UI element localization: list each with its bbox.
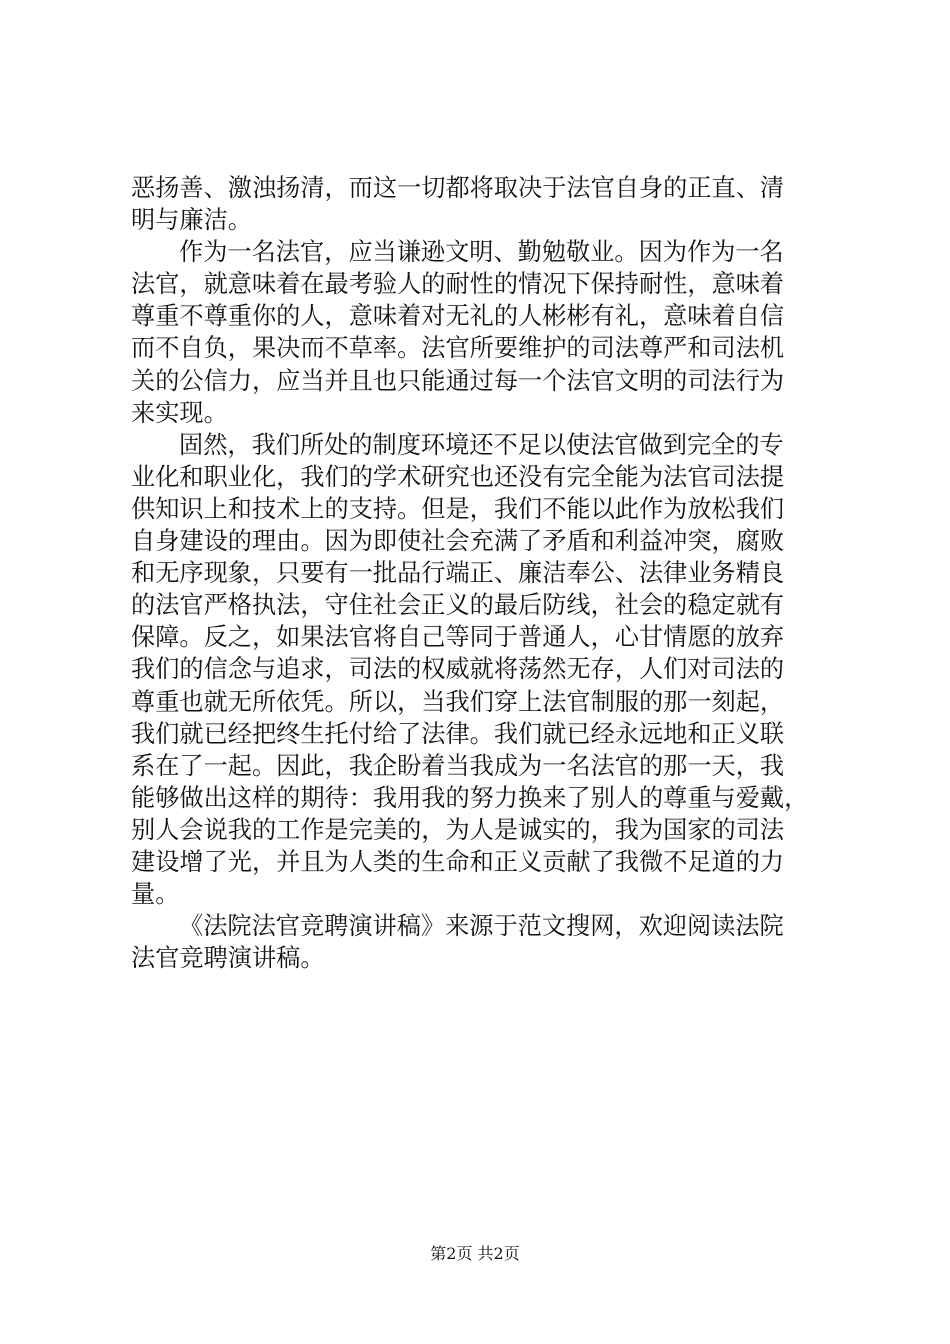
page-footer: 第2页 共2页 [430,1244,520,1263]
text-line: 固然，我们所处的制度环境还不足以使法官做到完全的专 [179,430,784,459]
text-line: 恶扬善、激浊扬清，而这一切都将取决于法官自身的正直、清 [131,174,785,202]
text-line: 而不自负，果决而不草率。法官所要维护的司法尊严和司法机 [131,334,785,363]
text-line: 尊重也就无所依凭。所以，当我们穿上法官制服的那一刻起， [131,687,785,716]
text-line: 尊重不尊重你的人，意味着对无礼的人彬彬有礼，意味着自信 [131,302,785,331]
text-line: 我们就已经把终生托付给了法律。我们就已经永远地和正义联 [131,719,785,748]
text-line: 我们的信念与追求，司法的权威就将荡然无存，人们对司法的 [131,655,785,684]
text-line: 关的公信力，应当并且也只能通过每一个法官文明的司法行为 [131,366,785,395]
text-line: 法官竞聘演讲稿。 [131,944,325,973]
text-line: 能够做出这样的期待：我用我的努力换来了别人的尊重与爱戴， [131,783,809,812]
text-line: 和无序现象，只要有一批品行端正、廉洁奉公、法律业务精良 [131,559,785,588]
text-line: 别人会说我的工作是完美的，为人是诚实的，我为国家的司法 [131,815,785,844]
body-text [131,172,831,974]
text-line: 供知识上和技术上的支持。但是，我们不能以此作为放松我们 [131,494,785,523]
text-line: 保障。反之，如果法官将自己等同于普通人，心甘情愿的放弃 [131,623,785,652]
text-line: 《法院法官竞聘演讲稿》来源于范文搜网，欢迎阅读法院 [179,912,784,941]
text-line: 系在了一起。因此，我企盼着当我成为一名法官的那一天，我 [131,751,785,780]
text-line: 来实现。 [131,398,228,427]
text-line: 明与廉洁。 [131,206,252,235]
text-line: 量。 [131,880,180,909]
text-line: 建设增了光，并且为人类的生命和正义贡献了我微不足道的力 [131,847,785,876]
text-line: 自身建设的理由。因为即使社会充满了矛盾和利益冲突，腐败 [131,527,785,556]
text-line: 业化和职业化，我们的学术研究也还没有完全能为法官司法提 [131,462,785,491]
text-line: 法官，就意味着在最考验人的耐性的情况下保持耐性，意味着 [131,270,785,299]
text-line: 的法官严格执法，守住社会正义的最后防线，社会的稳定就有 [131,591,785,620]
text-line: 作为一名法官，应当谦逊文明、勤勉敬业。因为作为一名 [179,238,784,267]
